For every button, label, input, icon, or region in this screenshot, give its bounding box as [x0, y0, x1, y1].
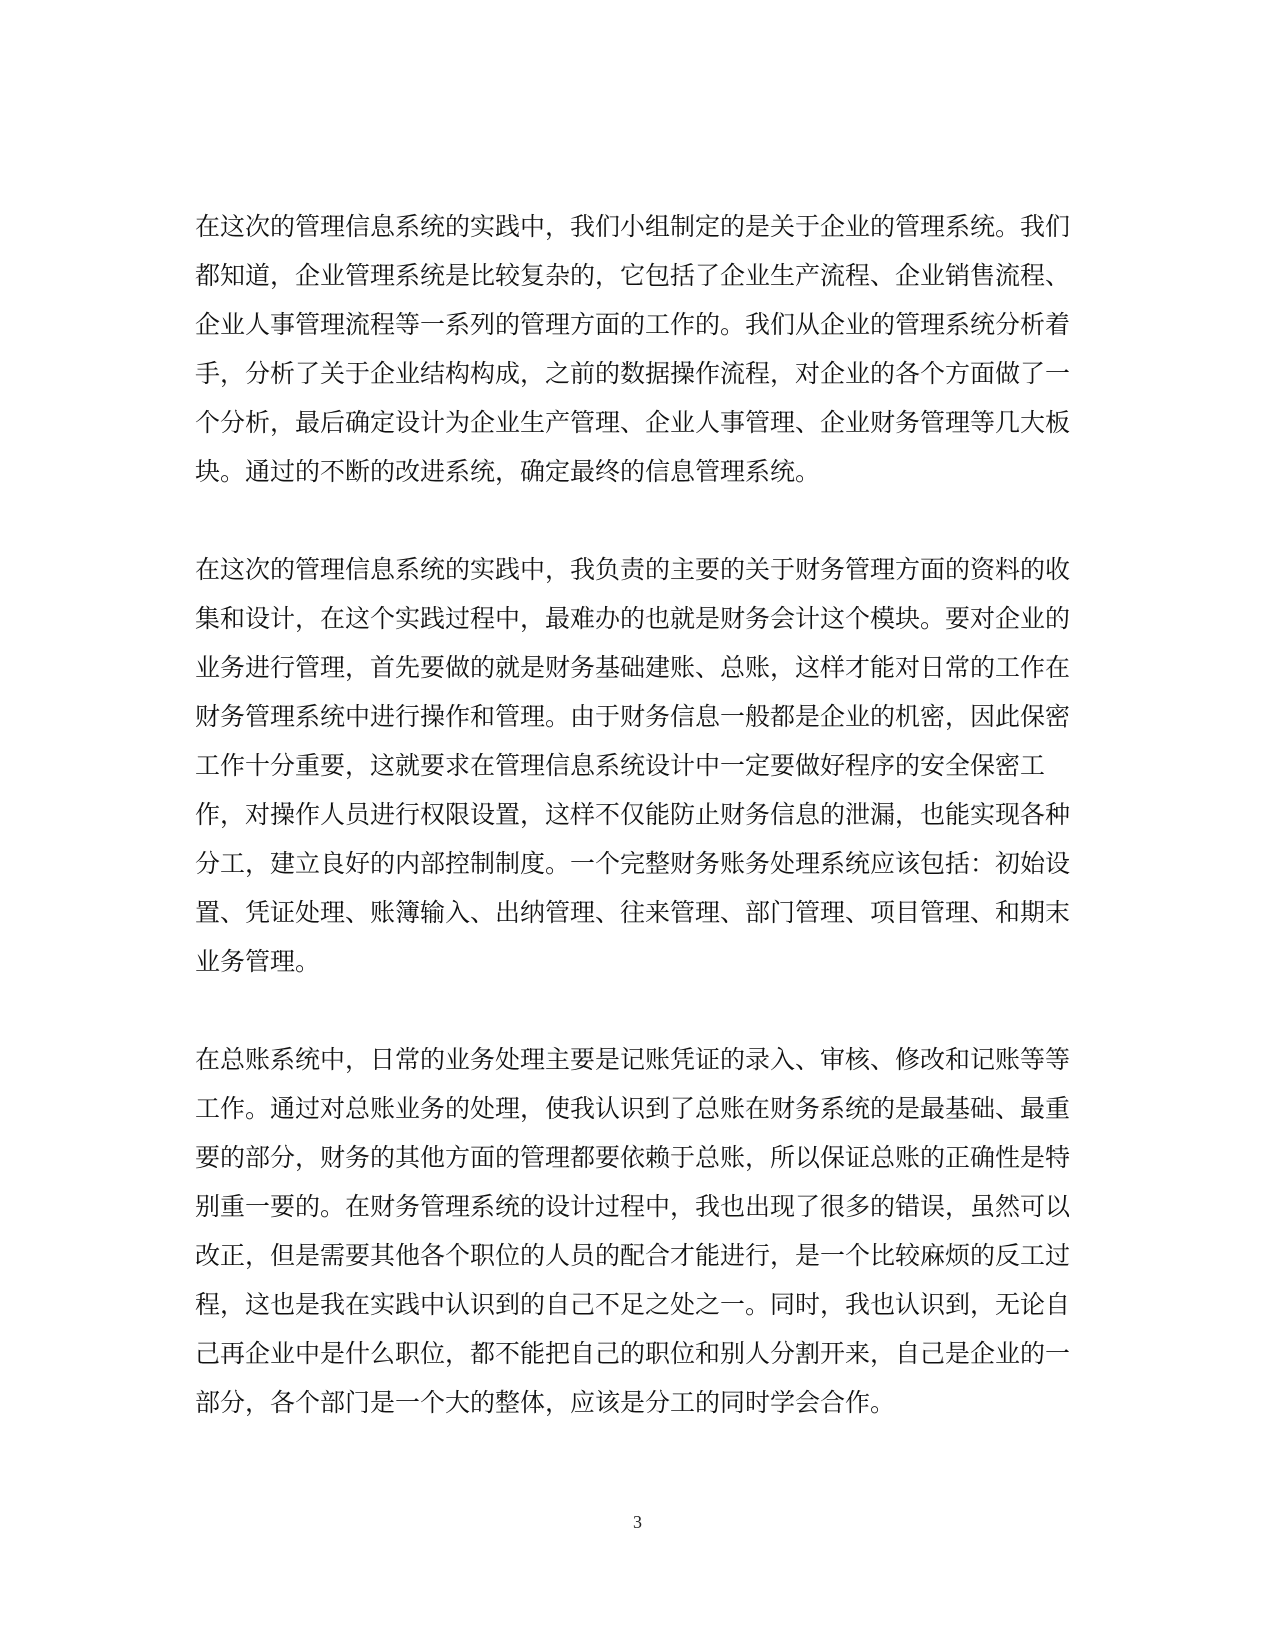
body-text [195, 202, 1079, 1427]
page-number: 3 [633, 1512, 642, 1532]
paragraph-2: 在这次的管理信息系统的实践中，我负责的主要的关于财务管理方面的资料的收集和设计，在这个实践过程中，最难办的也就是财务会计这个模块。要对企业的业务进行管理，首先要做的就是财务基础建账、总账，这样才能对日常的工作在财务管理系统中进行操作和管理。由于财务信息一般都是企业的机密，因此保密工作十分重要，这就要求在管理信息系统设计中一定要做好程序的安全保密工作，对操作人员进行权限设置，这样不仅能防止财务信息的泄漏，也能实现各种分工，建立良好的内部控制制度。一个完整财务账务处理系统应该包括：初始设置、凭证处理、账簿输入、出纳管理、往来管理、部门管理、项目管理、和期末业务管理。 [195, 555, 1071, 976]
paragraph-1: 在这次的管理信息系统的实践中，我们小组制定的是关于企业的管理系统。我们都知道，企业管理系统是比较复杂的，它包括了企业生产流程、企业销售流程、企业人事管理流程等一系列的管理方面的工作的。我们从企业的管理系统分析着手，分析了关于企业结构构成，之前的数据操作流程，对企业的各个方面做了一个分析，最后确定设计为企业生产管理、企业人事管理、企业财务管理等几大板块。通过的不断的改进系统，确定最终的信息管理系统。 [195, 212, 1071, 486]
paragraph-3: 在总账系统中，日常的业务处理主要是记账凭证的录入、审核、修改和记账等等工作。通过对总账业务的处理，使我认识到了总账在财务系统的是最基础、最重要的部分，财务的其他方面的管理都要依赖于总账，所以保证总账的正确性是特别重一要的。在财务管理系统的设计过程中，我也出现了很多的错误，虽然可以改正，但是需要其他各个职位的人员的配合才能进行，是一个比较麻烦的反工过程，这也是我在实践中认识到的自己不足之处之一。同时，我也认识到，无论自己再企业中是什么职位，都不能把自己的职位和别人分割开来，自己是企业的一部分，各个部门是一个大的整体，应该是分工的同时学会合作。 [195, 1045, 1071, 1417]
